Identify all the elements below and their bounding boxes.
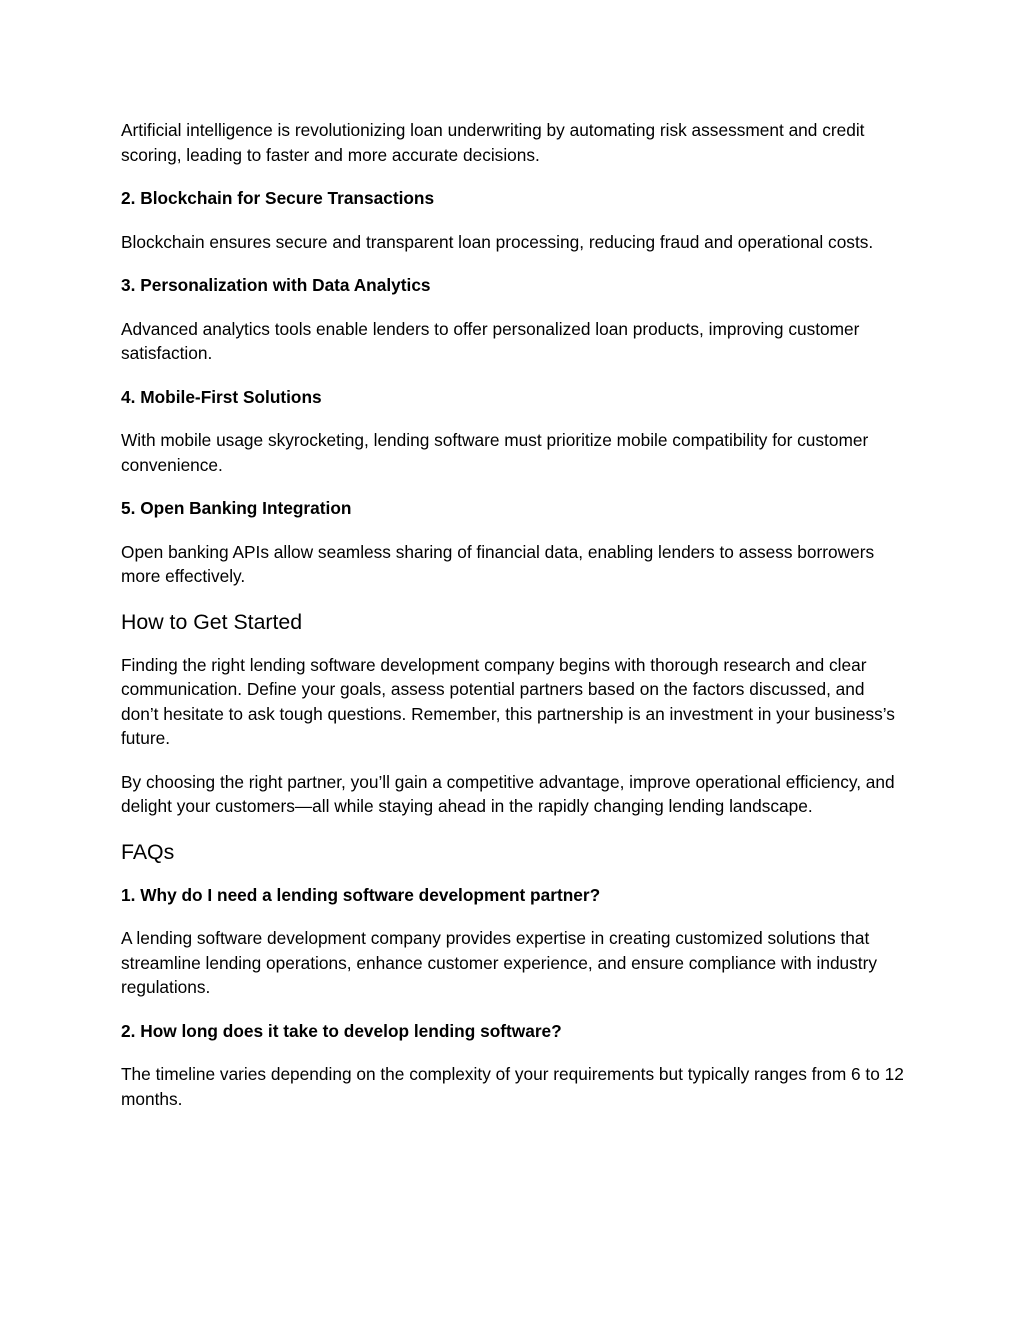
get-started-paragraph-2: By choosing the right partner, you’ll gain a competitive advantage, improve operational efficiency, and delight your customers—all while staying ahead in the rapidly changing lending landscape. [121,771,895,816]
intro-paragraph: Artificial intelligence is revolutionizing loan underwriting by automating risk assessment and credit scoring, leading to faster and more accurate decisions. [121,120,865,165]
section-heading-get-started: How to Get Started [121,609,303,634]
faq-answer: The timeline varies depending on the complexity of your requirements but typically ranges from 6 to 12 months. [121,1064,904,1109]
trend-body-blockchain: Blockchain ensures secure and transparent loan processing, reducing fraud and operational costs. [121,231,874,252]
trend-body-open-banking: Open banking APIs allow seamless sharing of financial data, enabling lenders to assess borrowers more effectively. [121,541,875,586]
get-started-paragraph-1: Finding the right lending software development company begins with thorough research and clear communication. Define your goals, assess potential partners based on the factors discussed, and don’t hesitate to ask tough questions. Remember, this partnership is an investment in your business’s future. [121,654,895,748]
trend-heading-blockchain: 2. Blockchain for Secure Transactions [121,188,435,208]
trend-body-personalization: Advanced analytics tools enable lenders to offer personalized loan products, improving customer satisfaction. [121,318,860,363]
trend-body-mobile-first: With mobile usage skyrocketing, lending software must prioritize mobile compatibility for customer convenience. [121,430,869,475]
faq-question: 2. How long does it take to develop lending software? [121,1020,562,1041]
trend-heading-open-banking: 5. Open Banking Integration [121,498,352,518]
section-heading-faqs: FAQs [121,839,175,864]
faq-question: 1. Why do I need a lending software development partner? [121,884,601,905]
trend-heading-personalization: 3. Personalization with Data Analytics [121,275,431,295]
document-page [121,118,906,1130]
trend-heading-mobile-first: 4. Mobile-First Solutions [121,386,322,407]
faq-answer: A lending software development company provides expertise in creating customized solutions that streamline lending operations, enhance customer experience, and ensure compliance with industry regulations. [121,928,878,997]
